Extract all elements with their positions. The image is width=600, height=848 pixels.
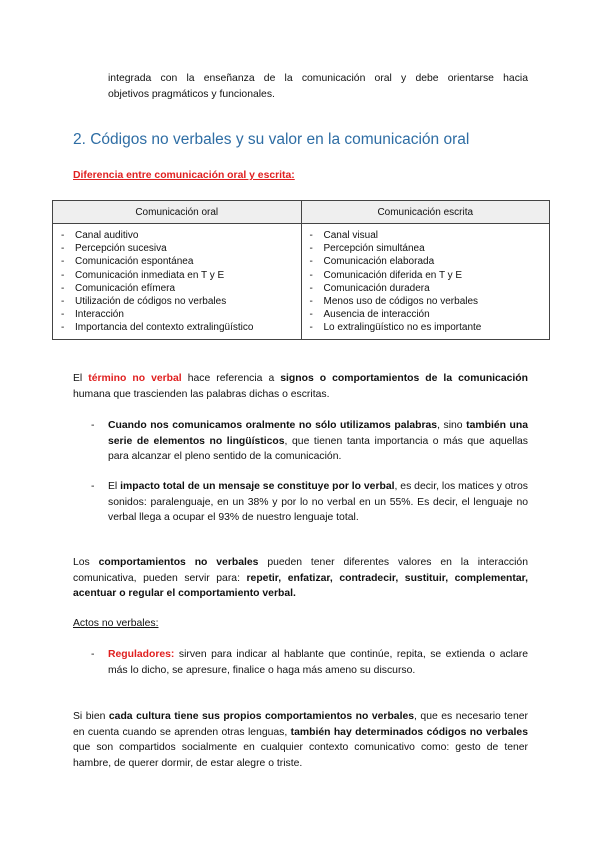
list-item: - Menos uso de códigos no verbales — [324, 295, 542, 308]
reguladores-label: Reguladores: — [108, 649, 175, 660]
list-item: - Lo extralingüístico no es importante — [324, 321, 542, 334]
list-item: - Canal auditivo — [75, 229, 293, 242]
paragraph-termino-no-verbal: El término no verbal hace referencia a signos o comportamientos de la comunicación humana que trascienden las palabras dichas o escritas. — [73, 373, 528, 400]
comparison-subheading: Diferencia entre comunicación oral y escrita: — [73, 170, 295, 181]
bullet-item-2: - El impacto total de un mensaje se constituye por lo verbal, es decir, los matices y otros sonidos: paralenguaje, en un 38% y por lo no verbal en un 55%. Es decir, el lenguaje no verbal llega a ocupar el 93% de nuestro lenguaje total. — [91, 481, 528, 523]
actos-heading: Actos no verbales: — [73, 618, 159, 629]
list-item: - Percepción sucesiva — [75, 242, 293, 255]
list-item: - Interacción — [75, 308, 293, 321]
table-row — [53, 224, 550, 340]
table-header-row — [53, 201, 550, 224]
paragraph-comportamientos: Los comportamientos no verbales pueden tener diferentes valores en la interacción comunicativa, pueden servir para: repetir, enfatizar, contradecir, sustituir, complementar, acentuar o regular el comportamiento verbal. — [73, 557, 528, 599]
list-item: - Utilización de códigos no verbales — [75, 295, 293, 308]
list-item: - Importancia del contexto extralingüístico — [75, 321, 293, 334]
intro-line-1: integrada con la enseñanza de la comunicación oral y debe orientarse hacia — [108, 73, 528, 84]
list-item: - Comunicación efímera — [75, 282, 293, 295]
intro-line-2: objetivos pragmáticos y funcionales. — [108, 89, 275, 100]
header-oral: Comunicación oral — [53, 201, 302, 224]
oral-list — [75, 229, 293, 335]
highlight-term: término no verbal — [88, 373, 182, 384]
oral-cell — [53, 224, 302, 340]
bullet-dash: - — [91, 649, 95, 660]
list-item: - Comunicación espontánea — [75, 255, 293, 268]
list-item: - Ausencia de interacción — [324, 308, 542, 321]
intro-paragraph — [108, 71, 528, 87]
comparison-table — [52, 200, 550, 340]
bullet-item-3: - Reguladores: sirven para indicar al hablante que continúe, repita, se extienda o aclare más lo dicho, se apresure, finalice o haga más ameno su discurso. — [91, 649, 528, 676]
list-item: - Comunicación diferida en T y E — [324, 269, 542, 282]
paragraph-cultura: Si bien cada cultura tiene sus propios comportamientos no verbales, que es necesario tener en cuenta cuando se aprenden otras lenguas, también hay determinados códigos no verbales que son compartidos socialmente en cualquier contexto comunicativo como: gesto de tener hambre, de querer dormir, de estar alegre o triste. — [73, 711, 528, 769]
section-title: 2. Códigos no verbales y su valor en la comunicación oral — [73, 131, 470, 148]
list-item: - Comunicación inmediata en T y E — [75, 269, 293, 282]
bullet-item-1: - Cuando nos comunicamos oralmente no sólo utilizamos palabras, sino también una serie de elementos no lingüísticos, que tienen tanta importancia o más que aquellas para alcanzar el pleno sentido de la comunicación. — [91, 420, 528, 462]
bullet-dash: - — [91, 420, 95, 431]
list-item: - Comunicación elaborada — [324, 255, 542, 268]
escrita-cell — [301, 224, 550, 340]
intro-paragraph-end — [108, 87, 528, 103]
bullet-dash: - — [91, 481, 95, 492]
list-item: - Canal visual — [324, 229, 542, 242]
escrita-list — [324, 229, 542, 335]
list-item: - Percepción simultánea — [324, 242, 542, 255]
list-item: - Comunicación duradera — [324, 282, 542, 295]
header-escrita: Comunicación escrita — [301, 201, 550, 224]
